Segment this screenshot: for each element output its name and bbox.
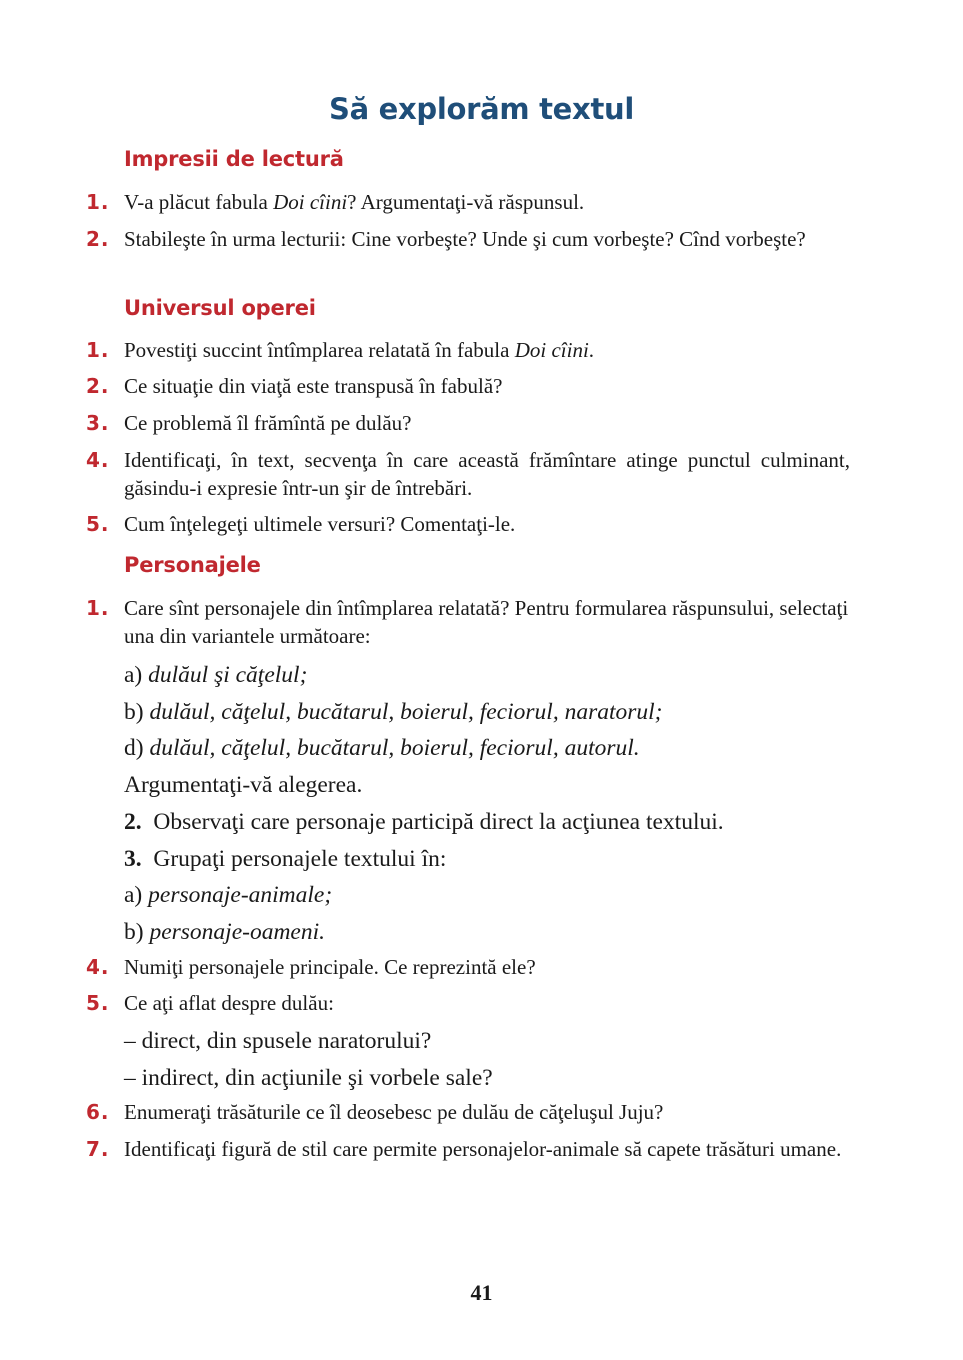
question-text: Ce situaţie din viaţă este transpusă în fabulă?: [124, 374, 503, 398]
question-number: 4.: [86, 448, 110, 472]
bullet-item: – indirect, din acţiunile şi vorbele sale?: [124, 1065, 493, 1091]
question-text: Enumeraţi trăsăturile ce îl deosebesc pe dulău de căţeluşul Juju?: [124, 1100, 664, 1124]
sub-question: [124, 807, 850, 837]
question-text: Numiţi personajele principale. Ce reprezintă ele?: [124, 955, 536, 979]
question-number: 7.: [86, 1137, 110, 1161]
sub-question: [124, 844, 850, 874]
bullet-item: – direct, din spusele naratorului?: [124, 1028, 432, 1054]
answer-option: [124, 697, 850, 727]
question-text: Stabileşte în urma lecturii: Cine vorbeşte? Unde şi cum vorbeşte? Cînd vorbeşte?: [124, 227, 806, 251]
question-number: 5.: [86, 512, 110, 536]
question-text: Care sînt personajele din întîmplarea relatată? Pentru formularea răspunsului, selectaţi una din variantele următoare:: [124, 596, 849, 648]
question-number: 1.: [86, 596, 110, 620]
question-text: Identificaţi figură de stil care permite personajelor-animale să capete trăsături umane.: [124, 1137, 842, 1161]
question-text-part: ? Argumentaţi-vă răspunsul.: [347, 190, 585, 214]
question-number: 2.: [86, 374, 110, 398]
question-text: Cum înţelegeţi ultimele versuri? Comentaţi-le.: [124, 512, 516, 536]
answer-option: [124, 733, 850, 763]
sub-question-number: 2.: [124, 809, 142, 835]
question-number: 1.: [86, 338, 110, 362]
option-text: dulăul şi căţelul;: [148, 662, 308, 688]
option-label: a): [124, 882, 149, 908]
question-text: [124, 188, 850, 216]
question-text: [124, 336, 850, 364]
section-heading-universul: Universul operei: [124, 296, 316, 320]
section-heading-personajele: Personajele: [124, 553, 261, 577]
work-title: Doi cîini: [273, 190, 348, 214]
answer-option: [124, 917, 850, 947]
option-label: a): [124, 662, 149, 688]
option-text: dulăul, căţelul, bucătarul, boierul, feciorul, autorul.: [149, 735, 640, 761]
option-label: d): [124, 735, 150, 761]
option-text: personaje-oameni.: [149, 919, 326, 945]
section-heading-impresii: Impresii de lectură: [124, 147, 344, 171]
question-text: Ce problemă îl frămîntă pe dulău?: [124, 411, 412, 435]
option-text: dulăul, căţelul, bucătarul, boierul, feciorul, naratorul;: [149, 699, 663, 725]
question-text-part: Povestiţi succint întîmplarea relatată în fabula: [124, 338, 515, 362]
sub-question-number: 3.: [124, 846, 142, 872]
page-number: 41: [470, 1280, 493, 1305]
sub-question-text: Grupaţi personajele textului în:: [153, 846, 447, 872]
question-text-part: V-a plăcut fabula: [124, 190, 274, 214]
question-number: 5.: [86, 991, 110, 1015]
question-number: 1.: [86, 190, 110, 214]
question-number: 2.: [86, 227, 110, 251]
option-label: b): [124, 919, 150, 945]
question-text-part: .: [588, 338, 595, 362]
question-text: Identificaţi, în text, secvenţa în care această frămîntare atinge punctul culminant, găsindu-i expresie într-un şir de întrebări.: [124, 448, 850, 500]
closing-instruction: Argumentaţi-vă alegerea.: [124, 772, 363, 798]
option-text: personaje-animale;: [148, 882, 333, 908]
question-number: 3.: [86, 411, 110, 435]
question-number: 4.: [86, 955, 110, 979]
sub-question-text: Observaţi care personaje participă direct la acţiunea textului.: [153, 809, 724, 835]
option-label: b): [124, 699, 150, 725]
page-title: Să explorăm textul: [328, 92, 635, 126]
work-title: Doi cîini: [514, 338, 589, 362]
question-text: Ce aţi aflat despre dulău:: [124, 991, 334, 1015]
question-number: 6.: [86, 1100, 110, 1124]
answer-option: [124, 880, 850, 910]
answer-option: [124, 660, 850, 690]
